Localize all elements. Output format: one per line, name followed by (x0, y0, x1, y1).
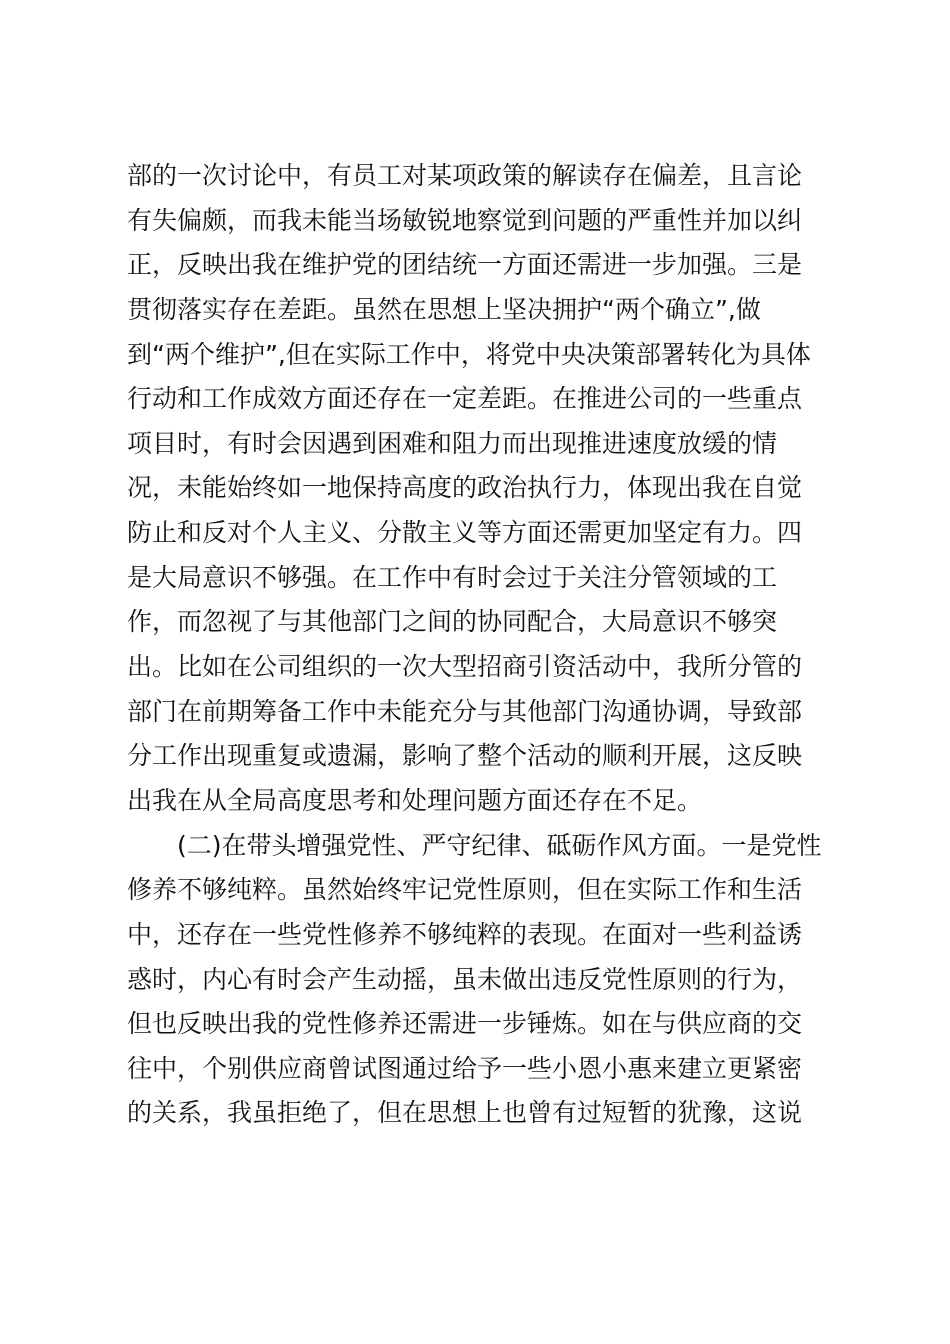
text-line: 出。比如在公司组织的一次大型招商引资活动中，我所分管的 (127, 652, 803, 682)
text-line: 行动和工作成效方面还存在一定差距。在推进公司的一些重点 (127, 384, 803, 414)
text-line: 正，反映出我在维护党的团结统一方面还需进一步加强。三是 (127, 250, 803, 280)
text-line: 项目时，有时会因遇到困难和阻力而出现推进速度放缓的情 (127, 428, 778, 458)
text-line: 惑时，内心有时会产生动摇，虽未做出违反党性原则的行为， (127, 964, 803, 994)
text-line: 是大局意识不够强。在工作中有时会过于关注分管领域的工 (127, 562, 778, 592)
text-line: 出我在从全局高度思考和处理问题方面还存在不足。 (127, 785, 703, 815)
text-line: 分工作出现重复或遗漏，影响了整个活动的顺利开展，这反映 (127, 741, 803, 771)
text-line: 的关系，我虽拒绝了，但在思想上也曾有过短暂的犹豫，这说 (127, 1098, 803, 1128)
text-line: 部的一次讨论中，有员工对某项政策的解读存在偏差，且言论 (127, 161, 803, 190)
text-line: 到“两个维护”,但在实际工作中，将党中央决策部署转化为具体 (127, 339, 811, 369)
text-line: 修养不够纯粹。虽然始终牢记党性原则，但在实际工作和生活 (127, 875, 803, 905)
section-heading-line: (二)在带头增强党性、严守纪律、砥砺作风方面。一是党性 (177, 830, 822, 860)
text-line: 防止和反对个人主义、分散主义等方面还需更加坚定有力。四 (127, 518, 803, 548)
text-line: 况，未能始终如一地保持高度的政治执行力，体现出我在自觉 (127, 473, 803, 503)
text-line: 贯彻落实存在差距。虽然在思想上坚决拥护“两个确立”,做 (127, 294, 761, 324)
body-text (127, 154, 847, 1136)
text-line: 部门在前期筹备工作中未能充分与其他部门沟通协调，导致部 (127, 696, 803, 726)
text-line: 有失偏颇，而我未能当场敏锐地察觉到问题的严重性并加以纠 (127, 205, 803, 235)
text-line: 往中，个别供应商曾试图通过给予一些小恩小惠来建立更紧密 (127, 1053, 803, 1083)
text-line: 作，而忽视了与其他部门之间的协同配合，大局意识不够突 (127, 607, 778, 637)
text-line: 但也反映出我的党性修养还需进一步锤炼。如在与供应商的交 (127, 1009, 803, 1039)
text-line: 中，还存在一些党性修养不够纯粹的表现。在面对一些利益诱 (127, 919, 803, 949)
